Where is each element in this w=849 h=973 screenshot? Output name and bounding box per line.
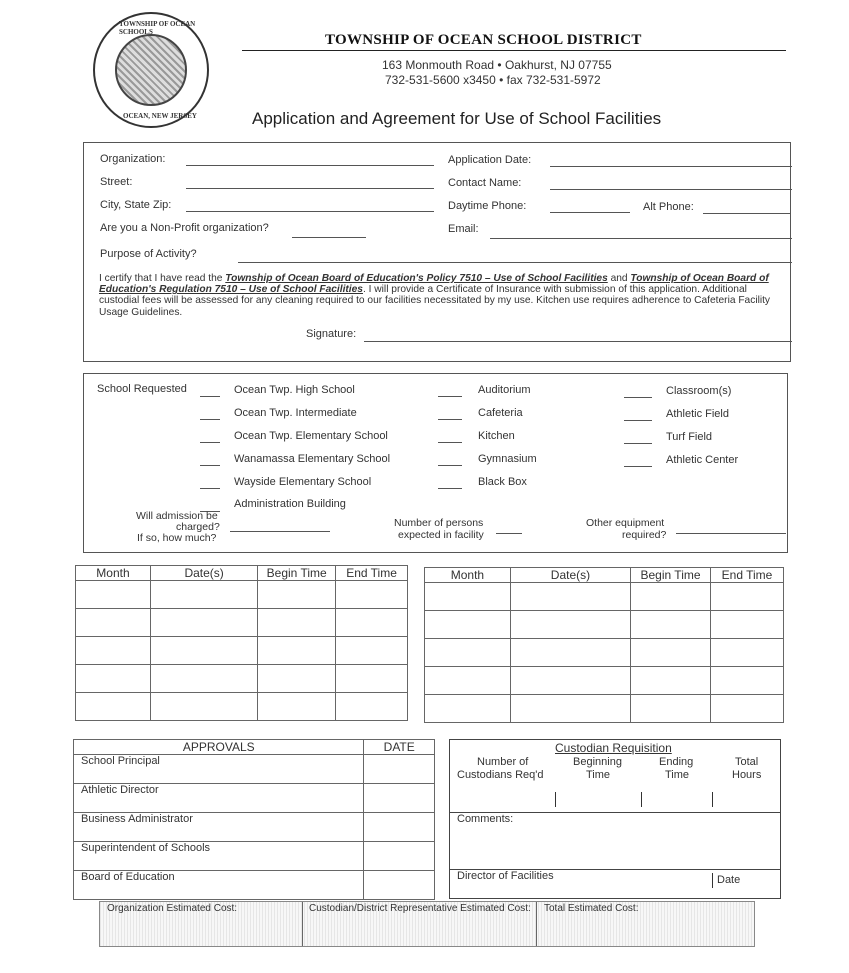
persons-label-2: expected in facility: [398, 529, 484, 541]
approval-row-label: Board of Education: [74, 871, 364, 900]
purpose-field[interactable]: [238, 262, 792, 263]
total-estimated-cost-label: Total Estimated Cost:: [544, 903, 639, 914]
schedule-cell[interactable]: [336, 637, 408, 665]
school-checkline-2[interactable]: [200, 442, 220, 443]
schedule-cell[interactable]: [336, 665, 408, 693]
col-month: Month: [425, 568, 511, 583]
seal-text-top: TOWNSHIP OF OCEAN SCHOOLS: [119, 20, 196, 36]
col-end-time: End Time: [710, 568, 783, 583]
organization-field[interactable]: [186, 165, 434, 166]
approval-date-cell[interactable]: [364, 784, 435, 813]
comments-label: Comments:: [457, 813, 514, 825]
school-checkline-1[interactable]: [200, 419, 220, 420]
persons-field[interactable]: [496, 533, 522, 534]
contact-name-label: Contact Name:: [448, 177, 522, 189]
approvals-header: APPROVALS: [74, 740, 364, 755]
custodian-divider: [641, 792, 642, 807]
approval-row-label: Athletic Director: [74, 784, 364, 813]
schedule-cell[interactable]: [631, 667, 711, 695]
school-option: Wanamassa Elementary School: [234, 453, 391, 465]
custodian-col1a: Number of: [477, 756, 529, 768]
signature-label: Signature:: [306, 328, 357, 340]
cert-policy-link: Township of Ocean Board of Education's Policy 7510 – Use of School Facilities: [225, 273, 608, 284]
persons-label-1: Number of persons: [394, 517, 484, 529]
col-month: Month: [76, 566, 151, 581]
col-dates: Date(s): [150, 566, 257, 581]
schedule-cell[interactable]: [150, 581, 257, 609]
city-state-zip-label: City, State Zip:: [100, 199, 172, 211]
schedule-cell[interactable]: [76, 637, 151, 665]
district-seal: [93, 12, 209, 128]
director-label: Director of Facilities: [457, 870, 554, 882]
custodian-estimated-cost-label: Custodian/District Representative Estimated Cost:: [309, 903, 531, 914]
schedule-cell[interactable]: [510, 639, 630, 667]
room-checkline-3[interactable]: [438, 465, 462, 466]
room-checkline-0[interactable]: [438, 396, 462, 397]
cert-text-body: . I will provide a Certificate of Insurance with submission of this application. Additional custodial fees will be assessed for any cleaning required to our facilities necessitated by my use. Kitchen use requires adherence to Cafeteria Facility Usage Guidelines.: [99, 284, 771, 318]
school-option: Ocean Twp. Elementary School: [234, 430, 388, 442]
school-option: Wayside Elementary School: [234, 476, 372, 488]
form-title: Application and Agreement for Use of School Facilities: [252, 109, 662, 128]
room-checkline-4[interactable]: [438, 488, 462, 489]
schedule-cell[interactable]: [150, 665, 257, 693]
daytime-phone-label: Daytime Phone:: [448, 200, 527, 212]
city-state-zip-field[interactable]: [186, 211, 434, 212]
schedule-cell[interactable]: [510, 611, 630, 639]
schedule-cell[interactable]: [258, 637, 336, 665]
admission-field[interactable]: [230, 531, 330, 532]
certification-statement: [99, 273, 779, 318]
room-checkline-2[interactable]: [438, 442, 462, 443]
director-date-label: Date: [717, 874, 741, 886]
area-option: Athletic Center: [666, 454, 739, 466]
approvals-table: [73, 739, 435, 900]
schedule-cell[interactable]: [425, 667, 511, 695]
header-rule: [242, 50, 786, 51]
application-date-label: Application Date:: [448, 154, 532, 166]
schedule-cell[interactable]: [710, 695, 783, 723]
schedule-cell[interactable]: [510, 695, 630, 723]
area-option: Athletic Field: [666, 408, 729, 420]
schedule-cell[interactable]: [425, 639, 511, 667]
schedule-cell[interactable]: [631, 639, 711, 667]
room-option: Auditorium: [478, 384, 531, 396]
schedule-cell[interactable]: [76, 693, 151, 721]
area-checkline-0[interactable]: [624, 397, 652, 398]
col-begin-time: Begin Time: [631, 568, 711, 583]
room-option: Black Box: [478, 476, 527, 488]
equipment-field[interactable]: [676, 533, 786, 534]
schedule-cell[interactable]: [631, 611, 711, 639]
district-phones: 732-531-5600 x3450 • fax 732-531-5972: [385, 73, 601, 87]
schedule-table-left: [75, 565, 408, 721]
schedule-cell[interactable]: [258, 609, 336, 637]
schedule-cell[interactable]: [76, 581, 151, 609]
seal-emblem: [115, 34, 187, 106]
schedule-cell[interactable]: [76, 609, 151, 637]
schedule-cell[interactable]: [258, 693, 336, 721]
admission-label-2: charged?: [176, 521, 220, 533]
signature-field[interactable]: [364, 341, 792, 342]
schedule-cell[interactable]: [631, 695, 711, 723]
school-requested-label: School Requested: [97, 383, 187, 395]
area-option: Classroom(s): [666, 385, 732, 397]
school-option: Ocean Twp. Intermediate: [234, 407, 357, 419]
alt-phone-label: Alt Phone:: [643, 201, 694, 213]
schedule-table-right: [424, 567, 784, 723]
contact-name-field[interactable]: [550, 189, 792, 190]
district-address: 163 Monmouth Road • Oakhurst, NJ 07755: [382, 58, 612, 72]
org-estimated-cost-label: Organization Estimated Cost:: [107, 903, 238, 914]
custodian-col4b: Hours: [732, 769, 762, 781]
custodian-col2a: Beginning: [573, 756, 622, 768]
schedule-cell[interactable]: [425, 583, 511, 611]
schedule-cell[interactable]: [150, 637, 257, 665]
col-begin-time: Begin Time: [258, 566, 336, 581]
schedule-cell[interactable]: [710, 583, 783, 611]
alt-phone-field[interactable]: [703, 213, 791, 214]
custodian-title: Custodian Requisition: [555, 741, 672, 755]
custodian-col3a: Ending: [659, 756, 694, 768]
nonprofit-field[interactable]: [292, 237, 366, 238]
area-option: Turf Field: [666, 431, 713, 443]
custodian-divider: [555, 792, 556, 807]
cert-text-intro: I certify that I have read the: [99, 273, 226, 284]
schedule-cell[interactable]: [336, 609, 408, 637]
schedule-cell[interactable]: [710, 667, 783, 695]
area-checkline-3[interactable]: [624, 466, 652, 467]
approval-date-cell[interactable]: [364, 871, 435, 900]
schedule-cell[interactable]: [631, 583, 711, 611]
cert-text-and: and: [607, 273, 631, 284]
col-end-time: End Time: [336, 566, 408, 581]
custodian-col4a: Total: [735, 756, 759, 768]
schedule-cell[interactable]: [510, 583, 630, 611]
admission-label-1: Will admission be: [136, 510, 218, 522]
daytime-phone-field[interactable]: [550, 212, 630, 213]
school-option: Administration Building: [234, 498, 346, 510]
email-label: Email:: [448, 223, 479, 235]
email-field[interactable]: [490, 238, 792, 239]
area-checkline-1[interactable]: [624, 420, 652, 421]
school-option: Ocean Twp. High School: [234, 384, 355, 396]
schedule-cell[interactable]: [336, 581, 408, 609]
schedule-cell[interactable]: [150, 693, 257, 721]
approval-date-cell[interactable]: [364, 813, 435, 842]
district-name: TOWNSHIP OF OCEAN SCHOOL DISTRICT: [325, 32, 642, 48]
street-field[interactable]: [186, 188, 434, 189]
school-checkline-4[interactable]: [200, 488, 220, 489]
custodian-col3b: Time: [665, 769, 690, 781]
custodian-col1b: Custodians Req'd: [457, 769, 544, 781]
schedule-cell[interactable]: [76, 665, 151, 693]
schedule-cell[interactable]: [710, 639, 783, 667]
cert-regulation-link: Township of Ocean Board of Education's Regulation 7510 – Use of School Facilities: [99, 273, 769, 296]
estimate-divider: [536, 902, 537, 946]
area-checkline-2[interactable]: [624, 443, 652, 444]
room-option: Cafeteria: [478, 407, 523, 419]
approvals-date-header: DATE: [364, 740, 435, 755]
approval-date-cell[interactable]: [364, 842, 435, 871]
room-checkline-1[interactable]: [438, 419, 462, 420]
estimate-divider: [302, 902, 303, 946]
schedule-cell[interactable]: [425, 695, 511, 723]
schedule-cell[interactable]: [150, 609, 257, 637]
schedule-cell[interactable]: [510, 667, 630, 695]
custodian-divider: [712, 792, 713, 807]
equipment-label-1: Other equipment: [586, 517, 665, 529]
application-date-field[interactable]: [550, 166, 792, 167]
custodian-col2b: Time: [586, 769, 611, 781]
approval-row-label: Business Administrator: [74, 813, 364, 842]
organization-label: Organization:: [100, 153, 166, 165]
school-checkline-3[interactable]: [200, 465, 220, 466]
schedule-cell[interactable]: [425, 611, 511, 639]
schedule-cell[interactable]: [258, 581, 336, 609]
estimated-cost-section: [99, 901, 755, 947]
schedule-cell[interactable]: [710, 611, 783, 639]
equipment-label-2: required?: [622, 529, 667, 541]
room-option: Gymnasium: [478, 453, 537, 465]
col-dates: Date(s): [510, 568, 630, 583]
schedule-cell[interactable]: [258, 665, 336, 693]
purpose-label: Purpose of Activity?: [100, 248, 197, 260]
school-checkline-0[interactable]: [200, 396, 220, 397]
nonprofit-label: Are you a Non-Profit organization?: [100, 222, 269, 234]
approval-row-label: Superintendent of Schools: [74, 842, 364, 871]
seal-text-bottom: OCEAN, NEW JERSEY: [123, 112, 197, 120]
room-option: Kitchen: [478, 430, 515, 442]
schedule-cell[interactable]: [336, 693, 408, 721]
approval-row-label: School Principal: [74, 755, 364, 784]
director-date-divider: [712, 873, 713, 888]
approval-date-cell[interactable]: [364, 755, 435, 784]
street-label: Street:: [100, 176, 133, 188]
admission-label-3: If so, how much?: [137, 532, 217, 544]
